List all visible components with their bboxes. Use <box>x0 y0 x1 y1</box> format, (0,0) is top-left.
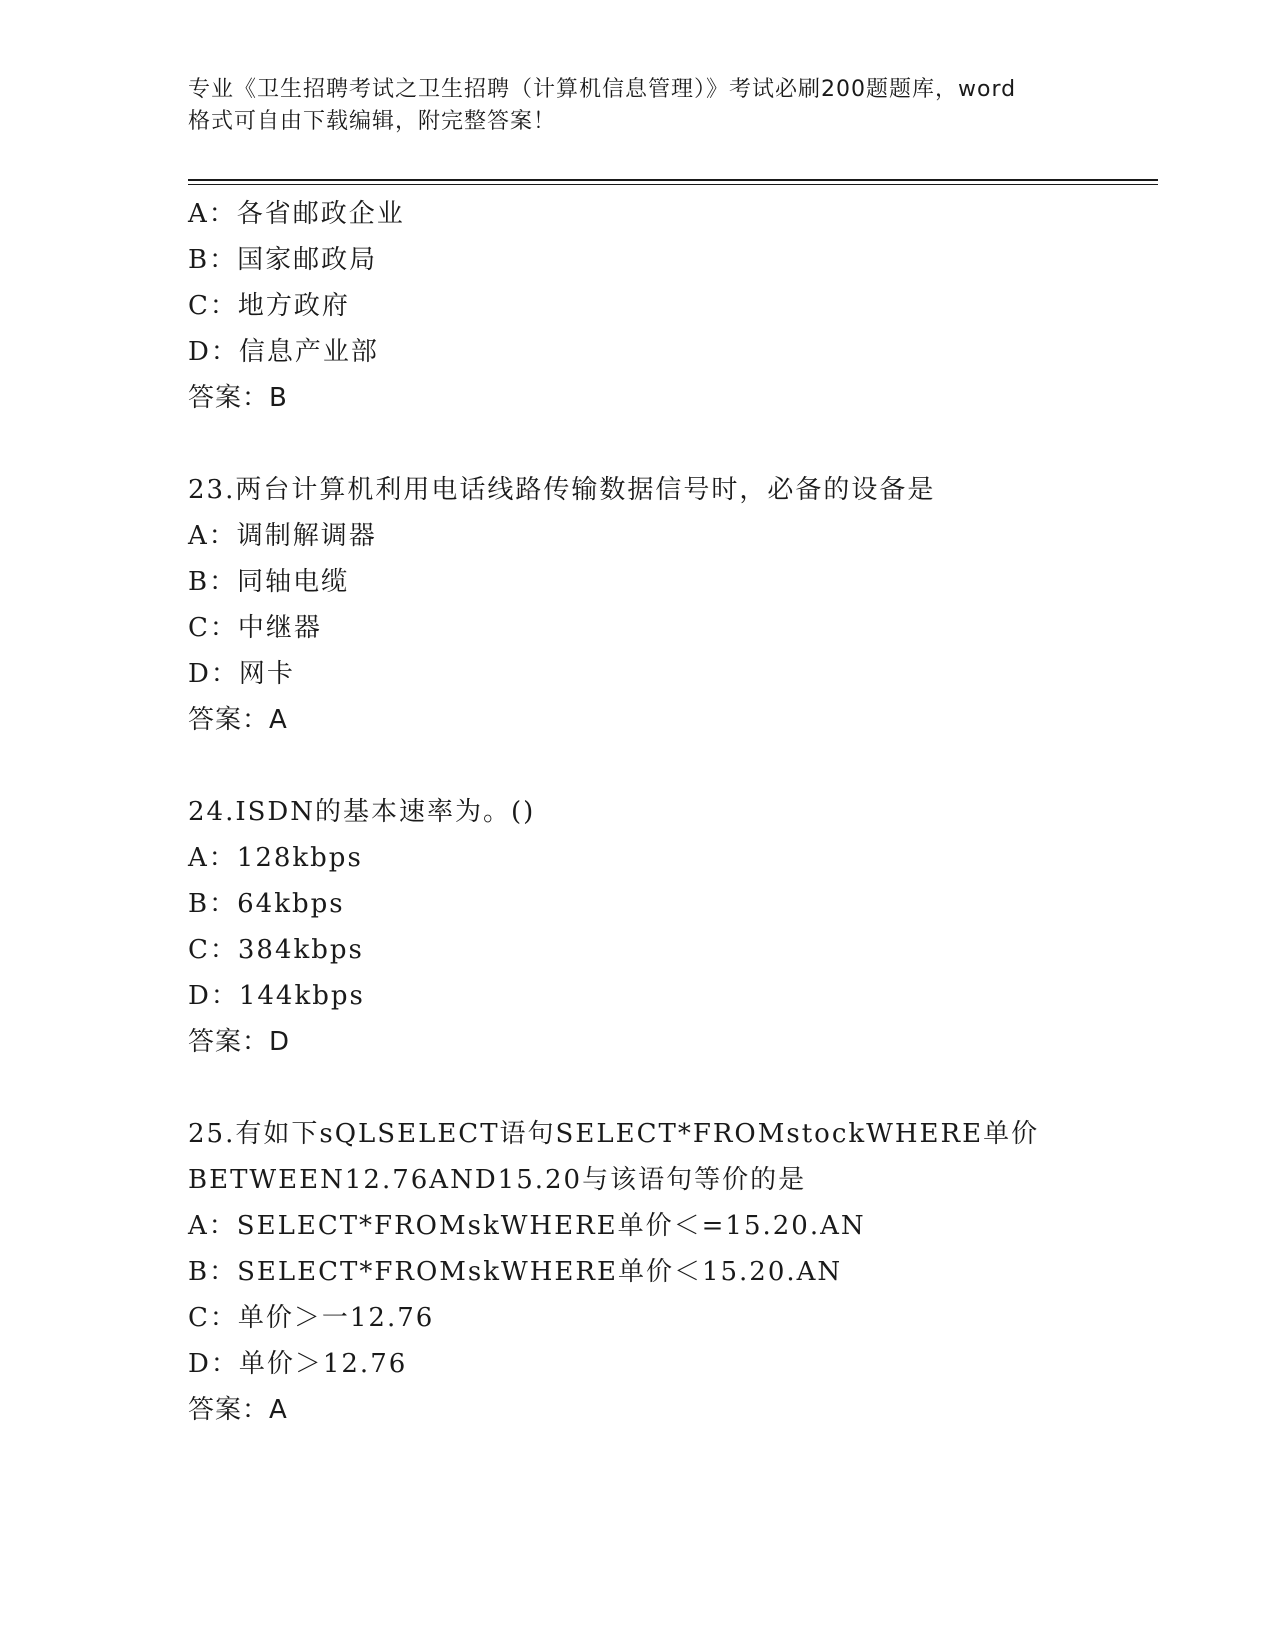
option-c: C：中继器 <box>188 613 322 643</box>
option-b: B：国家邮政局 <box>188 245 378 275</box>
question-24 <box>188 789 1158 1065</box>
answer: 答案：A <box>188 1395 288 1425</box>
option-b: B：64kbps <box>188 889 345 919</box>
spacer <box>188 421 1158 467</box>
answer: 答案：D <box>188 1027 291 1057</box>
question-25 <box>188 1111 1158 1433</box>
header-divider-thin <box>188 184 1158 185</box>
option-c: C：地方政府 <box>188 291 350 321</box>
option-d: D：网卡 <box>188 659 295 689</box>
question-text: 23.两台计算机利用电话线路传输数据信号时，必备的设备是 <box>188 475 936 505</box>
option-d: D：144kbps <box>188 981 365 1011</box>
answer: 答案：A <box>188 705 288 735</box>
option-d: D：单价＞12.76 <box>188 1349 408 1379</box>
option-c: C：单价＞一12.76 <box>188 1303 435 1333</box>
header-line-1: 专业《卫生招聘考试之卫生招聘（计算机信息管理）》考试必刷200题题库，word <box>188 77 1017 102</box>
question-list <box>188 191 1158 1433</box>
option-a: A：SELECT*FROMskWHERE单价＜=15.20.AN <box>188 1211 866 1241</box>
header-divider-thick <box>188 179 1158 181</box>
question-text-line-2: BETWEEN12.76AND15.20与该语句等价的是 <box>188 1165 807 1195</box>
header-line-2: 格式可自由下载编辑，附完整答案！ <box>188 109 557 134</box>
option-b: B：同轴电缆 <box>188 567 350 597</box>
question-22 <box>188 191 1158 421</box>
question-23 <box>188 467 1158 743</box>
option-a: A：各省邮政企业 <box>188 199 405 229</box>
option-a: A：128kbps <box>188 843 363 873</box>
page-header <box>188 74 1088 138</box>
question-text: 24.ISDN的基本速率为。() <box>188 797 536 827</box>
spacer <box>188 1065 1158 1111</box>
option-d: D：信息产业部 <box>188 337 379 367</box>
option-a: A：调制解调器 <box>188 521 377 551</box>
question-text-line-1: 25.有如下sQLSELECT语句SELECT*FROMstockWHERE单价 <box>188 1119 1040 1149</box>
spacer <box>188 743 1158 789</box>
option-c: C：384kbps <box>188 935 364 965</box>
answer: 答案：B <box>188 383 288 413</box>
option-b: B：SELECT*FROMskWHERE单价＜15.20.AN <box>188 1257 843 1287</box>
